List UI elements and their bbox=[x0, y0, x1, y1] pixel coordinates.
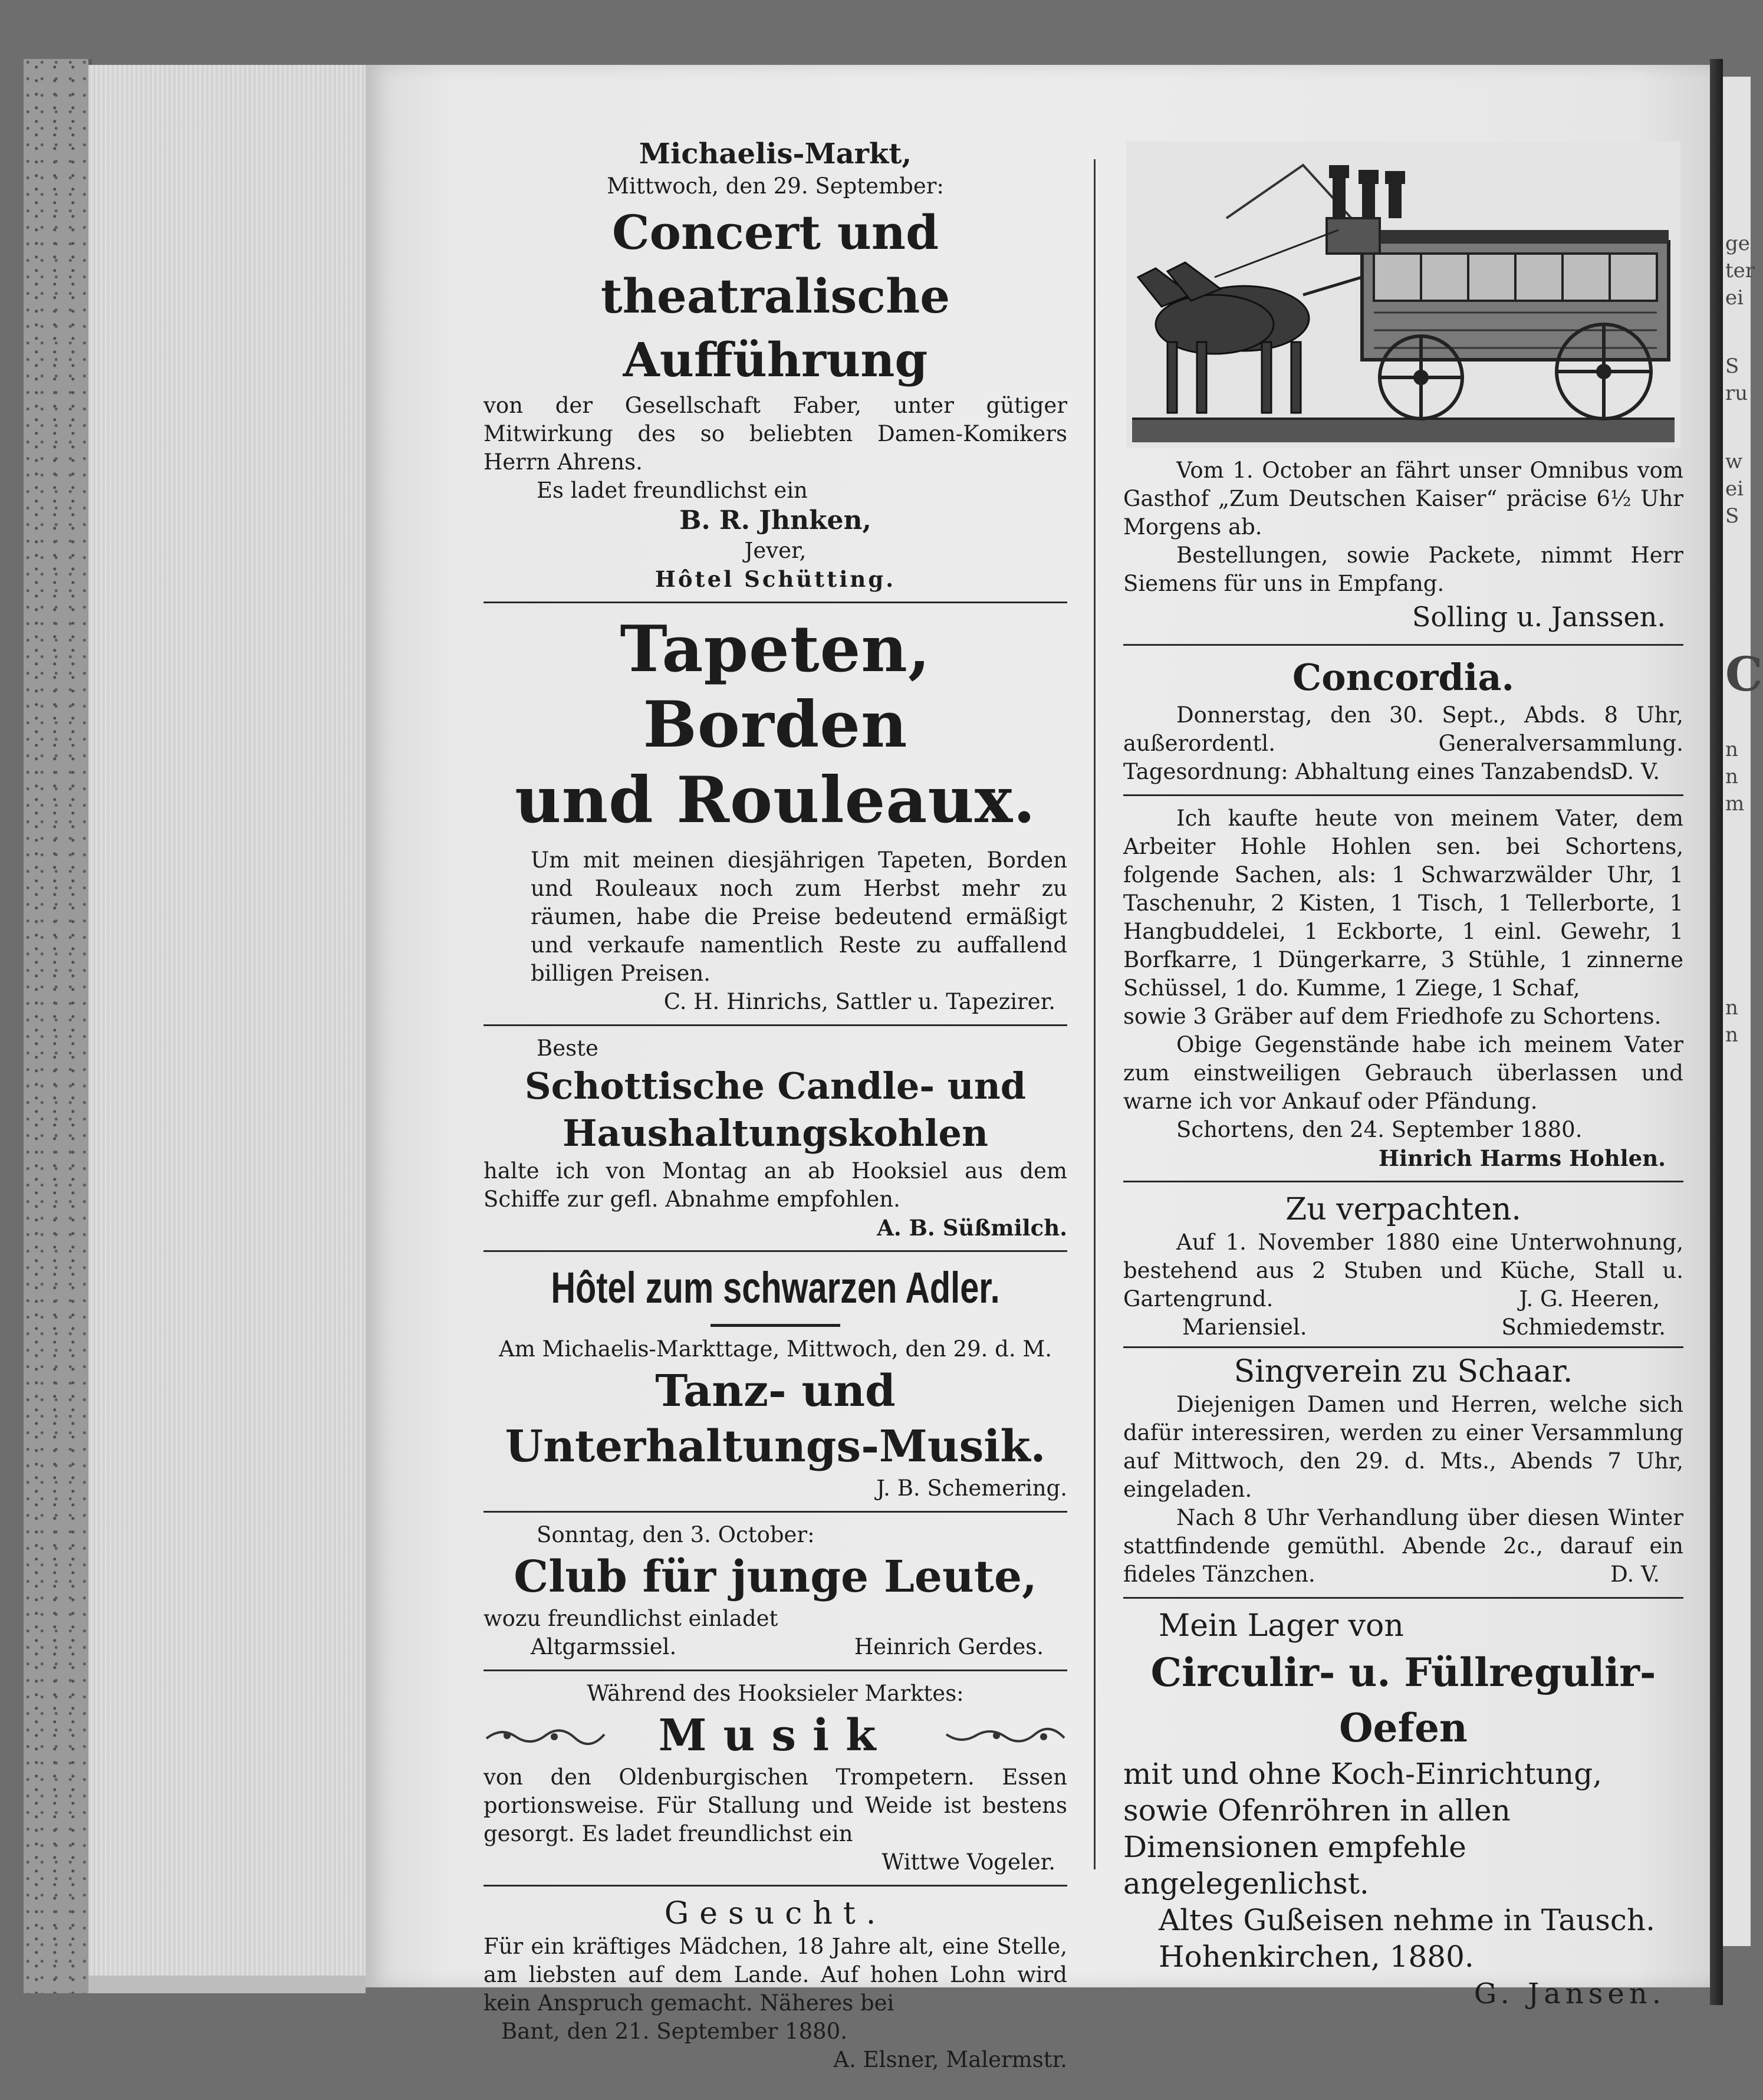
ad-body: halte ich von Montag an ab Hooksiel aus dem Schiffe zur gefl. Abnahme empfohlen. bbox=[483, 1158, 1067, 1212]
ad-signature: D. V. bbox=[1610, 1562, 1660, 1587]
next-page-fragment-text: n bbox=[1725, 738, 1738, 761]
ad-headline: Tapeten, Borden bbox=[620, 612, 931, 762]
ad-hohlen bbox=[1123, 804, 1683, 1172]
ad-headline: Hôtel zum schwarzen Adler. bbox=[551, 1263, 1000, 1312]
next-page-fragment bbox=[1723, 77, 1763, 1946]
ad-pre: Beste bbox=[537, 1036, 598, 1061]
ad-headline: Concert und theatralische bbox=[600, 205, 950, 324]
ad-signature: J. G. Heeren, bbox=[1519, 1286, 1660, 1312]
ad-tapeten bbox=[483, 612, 1067, 1016]
book-gutter bbox=[1710, 59, 1723, 2005]
ad-separator bbox=[483, 602, 1067, 603]
ad-invite: wozu freundlichst einladet bbox=[483, 1606, 778, 1631]
ad-separator bbox=[1123, 644, 1683, 646]
ornament-left-icon bbox=[483, 1724, 607, 1747]
ad-ornament-rule bbox=[711, 1324, 840, 1327]
ad-separator bbox=[483, 1885, 1067, 1887]
ad-headline: Circulir- u. Füllregulir- bbox=[1150, 1649, 1656, 1695]
next-page-fragment-text: w bbox=[1725, 450, 1743, 474]
ad-place: Mariensiel. bbox=[1182, 1314, 1307, 1340]
ad-omnibus bbox=[1123, 142, 1683, 636]
ad-separator bbox=[483, 1024, 1067, 1026]
ad-headline: Aufführung bbox=[623, 332, 928, 387]
ad-title: Michaelis-Markt, bbox=[639, 137, 912, 170]
ad-date: Mittwoch, den 29. September: bbox=[607, 173, 944, 199]
ad-hotel: Hôtel Schütting. bbox=[654, 566, 896, 592]
ad-body: mit und ohne Koch-Einrichtung, sowie Ofenröhren in allen Dimensionen empfehle angelegenlichst. bbox=[1123, 1757, 1603, 1901]
ad-signature: A. B. Süßmilch. bbox=[877, 1215, 1067, 1241]
ad-signature: Solling u. Janssen. bbox=[1412, 601, 1666, 633]
ad-place: Bant, den 21. September 1880. bbox=[501, 2019, 847, 2044]
ad-headline: Musik bbox=[658, 1710, 893, 1761]
ad-signature: Wittwe Vogeler. bbox=[882, 1849, 1055, 1875]
ad-body: Um mit meinen diesjährigen Tapeten, Borden und Rouleaux noch zum Herbst mehr zu räumen, habe die Preise bedeutend ermäßigt und verkaufe namentlich Reste zu auffallend billigen Preisen. bbox=[531, 847, 1067, 986]
next-page-fragment-text: C bbox=[1725, 646, 1763, 702]
ad-schwarzer-adler bbox=[483, 1260, 1067, 1503]
ad-place: Hohenkirchen, 1880. bbox=[1159, 1940, 1474, 1974]
ad-place: Jever, bbox=[744, 538, 807, 563]
omnibus-illustration-icon bbox=[1126, 142, 1680, 448]
ad-separator bbox=[1123, 794, 1683, 796]
ad-body: Auf 1. November 1880 eine Unterwohnung, bestehend aus 2 Stuben und Küche, Stall u. Gartengrund. bbox=[1123, 1230, 1683, 1312]
ad-musik bbox=[483, 1680, 1067, 1876]
page-stack bbox=[88, 65, 366, 1993]
ad-verpachten bbox=[1123, 1191, 1683, 1342]
ad-headline-row bbox=[483, 1708, 1067, 1763]
ad-kohlen bbox=[483, 1034, 1067, 1242]
ad-signature-row bbox=[1123, 1313, 1683, 1342]
ad-signature: A. Elsner, Malermstr. bbox=[833, 2047, 1067, 2072]
left-column bbox=[483, 136, 1067, 2074]
ad-separator bbox=[483, 1670, 1067, 1671]
next-page-fragment-text: n bbox=[1725, 1023, 1738, 1047]
next-page-fragment-text: m bbox=[1725, 792, 1745, 816]
ad-separator bbox=[1123, 1597, 1683, 1599]
ad-headline-wrap bbox=[483, 1260, 1067, 1316]
column-divider bbox=[1094, 159, 1096, 1869]
next-page-fragment-text: n bbox=[1725, 765, 1738, 788]
next-page-fragment-text: ei bbox=[1725, 286, 1744, 310]
ad-body: von den Oldenburgischen Trompetern. Essen portionsweise. Für Stallung und Weide ist bestens gesorgt. Es ladet freundlichst ein bbox=[483, 1764, 1067, 1846]
ad-body: sowie 3 Gräber auf dem Friedhofe zu Schortens. bbox=[1123, 1004, 1662, 1029]
ad-date: Sonntag, den 3. October: bbox=[537, 1522, 815, 1547]
ad-headline: Club für junge Leute, bbox=[514, 1552, 1037, 1602]
ad-title: Schmiedemstr. bbox=[1501, 1314, 1666, 1340]
ad-headline: Unterhaltungs-Musik. bbox=[505, 1421, 1046, 1472]
ad-intro: Während des Hooksieler Marktes: bbox=[587, 1681, 964, 1706]
ad-separator bbox=[1123, 1346, 1683, 1348]
ad-signature: B. R. Jhnken, bbox=[679, 505, 871, 535]
ad-separator bbox=[483, 1250, 1067, 1252]
next-page-fragment-text: n bbox=[1725, 996, 1738, 1020]
next-page-fragment-text: ei bbox=[1725, 477, 1744, 501]
ad-place: Altgarmssiel. bbox=[531, 1634, 677, 1659]
ad-headline: Singverein zu Schaar. bbox=[1234, 1354, 1573, 1389]
ad-signature: D. V. bbox=[1610, 759, 1660, 784]
ad-body: Für ein kräftiges Mädchen, 18 Jahre alt, eine Stelle, am liebsten auf dem Lande. Auf hohen Lohn wird kein Anspruch gemacht. Näheres bei bbox=[483, 1934, 1067, 2016]
ad-signature: G. Jansen. bbox=[1473, 1977, 1666, 2010]
ad-body: Donnerstag, den 30. Sept., Abds. 8 Uhr, außerordentl. Generalversammlung. Tagesordnung: Abhaltung eines Tanzabends. bbox=[1123, 702, 1683, 784]
next-page-fragment-text: S bbox=[1725, 504, 1739, 528]
ad-intro: Mein Lager von bbox=[1159, 1608, 1404, 1644]
ad-signature: C. H. Hinrichs, Sattler u. Tapezirer. bbox=[663, 989, 1055, 1014]
next-page-fragment-text: S bbox=[1725, 354, 1739, 378]
ad-headline: Gesucht. bbox=[664, 1896, 887, 1931]
ad-body: Obige Gegenstände habe ich meinem Vater zum einstweiligen Gebrauch überlassen und warne ich vor Ankauf oder Pfändung. bbox=[1123, 1032, 1683, 1114]
ad-michaelis-markt bbox=[483, 136, 1067, 593]
ad-body: Diejenigen Damen und Herren, welche sich dafür interessiren, werden zu einer Versammlung auf Mittwoch, den 29. d. Mts., Abends 7 Uhr, eingeladen. bbox=[1123, 1392, 1683, 1502]
ad-headline: Zu verpachten. bbox=[1285, 1192, 1521, 1227]
ad-headline: Tanz- und bbox=[655, 1366, 896, 1417]
ad-headline: Schottische Candle- und bbox=[524, 1064, 1027, 1107]
ad-signature-row bbox=[483, 1633, 1067, 1661]
ad-body: Altes Gußeisen nehme in Tausch. bbox=[1159, 1903, 1656, 1937]
ad-invite: Es ladet freundlichst ein bbox=[537, 478, 808, 503]
ad-line: Am Michaelis-Markttage, Mittwoch, den 29. d. M. bbox=[498, 1336, 1052, 1362]
ad-body: Nach 8 Uhr Verhandlung über diesen Winter stattfindende gemüthl. Abende 2c., darauf ein fideles Tänzchen. bbox=[1123, 1505, 1683, 1587]
ornament-right-icon bbox=[943, 1724, 1067, 1747]
ad-body: Bestellungen, sowie Packete, nimmt Herr Siemens für uns in Empfang. bbox=[1123, 543, 1683, 596]
ad-headline: Concordia. bbox=[1292, 656, 1515, 699]
ad-club bbox=[483, 1521, 1067, 1661]
ad-headline: und Rouleaux. bbox=[515, 763, 1036, 837]
ad-date: Schortens, den 24. September 1880. bbox=[1176, 1117, 1583, 1142]
ad-headline: Oefen bbox=[1339, 1705, 1468, 1751]
ad-signature: Heinrich Gerdes. bbox=[854, 1634, 1044, 1659]
ad-concordia bbox=[1123, 654, 1683, 786]
book-cover-edge bbox=[24, 59, 92, 1993]
ad-body: Vom 1. October an fährt unser Omnibus vom Gasthof „Zum Deutschen Kaiser“ präcise 6½ Uhr Morgens ab. bbox=[1123, 458, 1683, 540]
ad-signature: J. B. Schemering. bbox=[876, 1475, 1067, 1501]
ad-body: Ich kaufte heute von meinem Vater, dem Arbeiter Hohle Hohlen sen. bei Schortens, folgende Sachen, als: 1 Schwarzwälder Uhr, 1 Taschenuhr, 2 Kisten, 1 Tisch, 1 Tellerborte, 1 Hangbuddelei, 1 Eckborte, 1 einl. Gewehr, 1 Borfkarre, 1 Düngerkarre, 3 Stühle, 1 zinnerne Schüssel, 1 do. Kumme, 1 Ziege, 1 Schaf, bbox=[1123, 806, 1683, 1001]
next-page-fragment-text: ru bbox=[1725, 382, 1748, 405]
next-page-fragment-text: ter bbox=[1725, 259, 1755, 282]
ad-headline: Haushaltungskohlen bbox=[562, 1112, 989, 1155]
ad-gesucht bbox=[483, 1895, 1067, 2074]
ad-separator bbox=[1123, 1181, 1683, 1182]
ad-signature: Hinrich Harms Hohlen. bbox=[1379, 1145, 1666, 1171]
right-column bbox=[1123, 136, 1683, 2013]
next-page-fragment-text: ge bbox=[1725, 232, 1750, 255]
ad-singverein bbox=[1123, 1353, 1683, 1589]
ad-separator bbox=[483, 1511, 1067, 1513]
ad-body: von der Gesellschaft Faber, unter gütiger Mitwirkung des so beliebten Damen-Komikers Herrn Ahrens. bbox=[483, 393, 1067, 475]
ad-oefen bbox=[1123, 1607, 1683, 2013]
